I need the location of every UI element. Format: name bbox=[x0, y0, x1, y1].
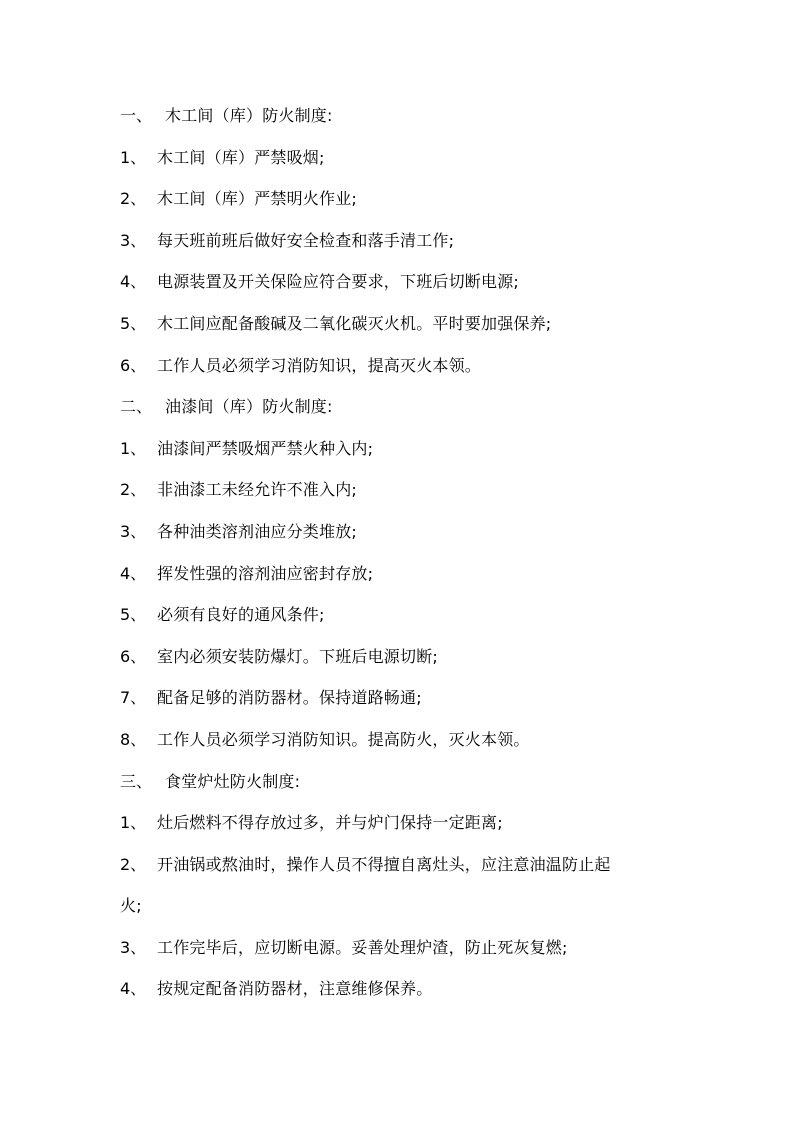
item-number: 5、 bbox=[120, 313, 147, 333]
list-item bbox=[120, 187, 700, 229]
list-item bbox=[120, 354, 700, 396]
item-number: 5、 bbox=[120, 605, 147, 625]
item-number: 3、 bbox=[120, 937, 147, 957]
section-heading bbox=[120, 770, 700, 812]
list-item bbox=[120, 645, 700, 687]
item-text: 每天班前班后做好安全检查和落手清工作; bbox=[157, 230, 455, 250]
list-item bbox=[120, 603, 700, 645]
item-number: 1、 bbox=[120, 147, 147, 167]
section-heading bbox=[120, 395, 700, 437]
list-item bbox=[120, 520, 700, 562]
item-text: 工作人员必须学习消防知识。提高防火，灭火本领。 bbox=[157, 729, 530, 749]
section-number: 三、 bbox=[120, 771, 153, 791]
item-number: 6、 bbox=[120, 355, 147, 375]
list-item bbox=[120, 977, 700, 1019]
list-item bbox=[120, 229, 700, 271]
item-text: 木工间（库）严禁吸烟; bbox=[157, 147, 325, 167]
document-body bbox=[120, 104, 700, 1019]
item-text: 木工间应配备酸碱及二氧化碳灭火机。平时要加强保养; bbox=[157, 313, 552, 333]
list-item bbox=[120, 853, 700, 895]
item-number: 3、 bbox=[120, 521, 147, 541]
list-item bbox=[120, 811, 700, 853]
section-title: 木工间（库）防火制度: bbox=[165, 106, 333, 125]
list-item bbox=[120, 686, 700, 728]
item-text: 木工间（库）严禁明火作业; bbox=[157, 189, 357, 209]
item-number: 8、 bbox=[120, 729, 147, 749]
item-text: 配备足够的消防器材。保持道路畅通; bbox=[157, 688, 422, 708]
item-text: 油漆间严禁吸烟严禁火种入内; bbox=[157, 438, 374, 458]
item-number: 6、 bbox=[120, 646, 147, 666]
item-text: 挥发性强的溶剂油应密封存放; bbox=[157, 563, 374, 583]
item-text: 非油漆工未经允许不准入内; bbox=[157, 480, 357, 500]
item-text: 各种油类溶剂油应分类堆放; bbox=[157, 521, 357, 541]
list-item bbox=[120, 936, 700, 978]
list-item bbox=[120, 478, 700, 520]
item-text-continuation: 火; bbox=[120, 896, 142, 916]
section-title: 油漆间（库）防火制度: bbox=[165, 397, 333, 417]
item-text: 工作完毕后，应切断电源。妥善处理炉渣，防止死灰复燃; bbox=[157, 937, 568, 957]
item-text: 电源装置及开关保险应符合要求，下班后切断电源; bbox=[157, 272, 519, 292]
item-text: 工作人员必须学习消防知识，提高灭火本领。 bbox=[157, 355, 482, 375]
section-heading bbox=[120, 104, 700, 146]
item-number: 2、 bbox=[120, 854, 147, 874]
item-number: 2、 bbox=[120, 189, 147, 209]
item-number: 1、 bbox=[120, 438, 147, 458]
item-text: 开油锅或熬油时，操作人员不得擅自离灶头，应注意油温防止起 bbox=[157, 854, 611, 874]
item-number: 4、 bbox=[120, 563, 147, 583]
item-number: 4、 bbox=[120, 272, 147, 292]
list-item bbox=[120, 437, 700, 479]
item-text: 按规定配备消防器材，注意维修保养。 bbox=[157, 979, 433, 999]
list-item bbox=[120, 270, 700, 312]
item-number: 2、 bbox=[120, 480, 147, 500]
section-title: 食堂炉灶防火制度: bbox=[165, 771, 301, 791]
item-number: 7、 bbox=[120, 688, 147, 708]
item-text: 必须有良好的通风条件; bbox=[157, 605, 325, 625]
item-text: 灶后燃料不得存放过多，并与炉门保持一定距离; bbox=[157, 813, 503, 833]
item-number: 1、 bbox=[120, 813, 147, 833]
section-number: 一、 bbox=[120, 106, 153, 125]
list-item-continuation bbox=[120, 894, 700, 936]
section-number: 二、 bbox=[120, 397, 153, 417]
list-item bbox=[120, 146, 700, 188]
list-item bbox=[120, 312, 700, 354]
list-item bbox=[120, 562, 700, 604]
list-item bbox=[120, 728, 700, 770]
item-number: 4、 bbox=[120, 979, 147, 999]
item-text: 室内必须安装防爆灯。下班后电源切断; bbox=[157, 646, 438, 666]
item-number: 3、 bbox=[120, 230, 147, 250]
